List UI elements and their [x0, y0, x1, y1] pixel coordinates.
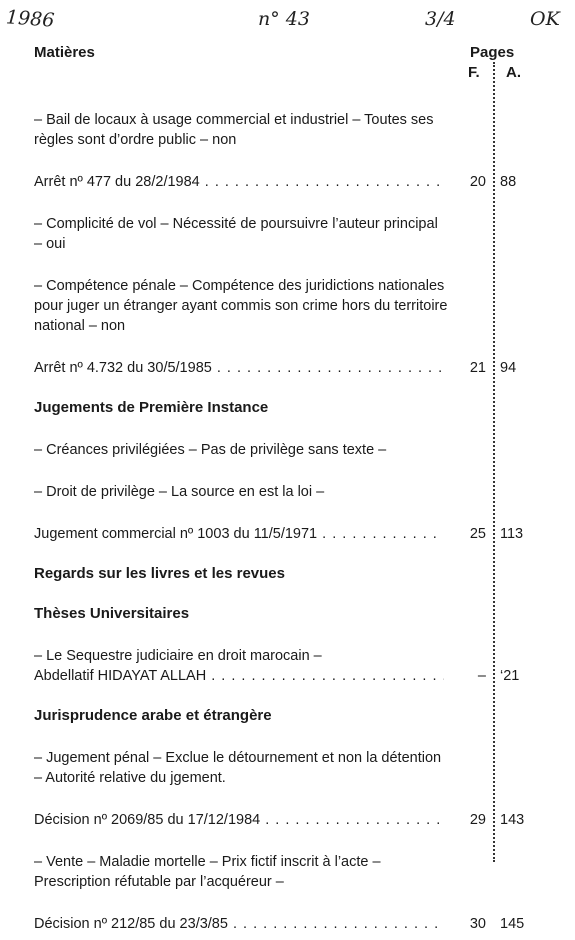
page-number-f: 25 — [469, 526, 486, 542]
table-of-contents — [34, 110, 574, 934]
reference-row — [34, 914, 539, 934]
page-number-a: 113 — [500, 526, 524, 542]
reference-title: Jugement commercial nº 1003 du 11/5/1971 . . . — [34, 524, 444, 544]
pages-label: Pages — [470, 44, 515, 61]
page-number-f: 30 — [469, 916, 486, 932]
page-number-a: ‘21 — [500, 668, 520, 684]
subject-entry: – Bail de locaux à usage commercial et industriel – Toutes ses règles sont d’ordre public – non — [34, 112, 434, 148]
reference-title: Abdellatif HIDAYAT ALLAH . . . — [34, 666, 444, 686]
subject-entry: – Compétence pénale – Compétence des juridictions nationales pour juger un étranger ayant commis son crime hors du territoire national – non — [34, 278, 448, 334]
reference-row — [34, 810, 539, 830]
section-heading: Jurisprudence arabe et étrangère — [34, 707, 272, 724]
handwritten-fraction: 3/4 — [425, 8, 456, 30]
page-number-a: 143 — [500, 812, 525, 828]
section-heading: Thèses Universitaires — [34, 605, 190, 622]
subject-entry: – Droit de privilège – La source en est la loi – — [34, 484, 325, 500]
handwritten-ok: OK — [530, 8, 560, 30]
column-f-label: F. — [468, 64, 480, 81]
section-heading: Regards sur les livres et les revues — [34, 565, 285, 582]
page-number-f: 29 — [469, 812, 486, 828]
page-number-a: 145 — [500, 916, 525, 932]
section-heading: Jugements de Première Instance — [34, 399, 269, 416]
handwritten-issue-number: n° 43 — [258, 8, 310, 30]
reference-row — [34, 358, 539, 378]
reference-title: Décision nº 2069/85 du 17/12/1984 . . . — [34, 810, 444, 830]
reference-row — [34, 172, 539, 192]
subject-entry: – Complicité de vol – Nécessité de poursuivre l’auteur principal – oui — [34, 216, 438, 252]
page-number-f: – — [477, 668, 486, 684]
page-number-f: 21 — [469, 360, 486, 376]
subject-entry: – Créances privilégiées – Pas de privilège sans texte – — [34, 442, 387, 458]
subject-entry: – Vente – Maladie mortelle – Prix fictif inscrit à l’acte – Prescription réfutable par l’acquéreur – — [34, 854, 381, 890]
page-title: Matières — [34, 44, 95, 61]
page-number-f: 20 — [469, 174, 486, 190]
reference-title: Arrêt nº 4.732 du 30/5/1985 . . . — [34, 358, 444, 378]
reference-row — [34, 666, 539, 686]
page-number-a: 88 — [500, 174, 517, 190]
subject-entry: – Jugement pénal – Exclue le détournement et non la détention – Autorité relative du jgement. — [34, 750, 442, 786]
reference-title: Décision nº 212/85 du 23/3/85 . . . — [34, 914, 444, 934]
reference-title: Arrêt nº 477 du 28/2/1984 . . . — [34, 172, 444, 192]
page-number-a: 94 — [500, 360, 517, 376]
handwritten-year: 1986 — [5, 6, 56, 32]
subject-entry: – Le Sequestre judiciaire en droit marocain – — [34, 648, 322, 664]
column-a-label: A. — [506, 64, 521, 81]
reference-row — [34, 524, 539, 544]
